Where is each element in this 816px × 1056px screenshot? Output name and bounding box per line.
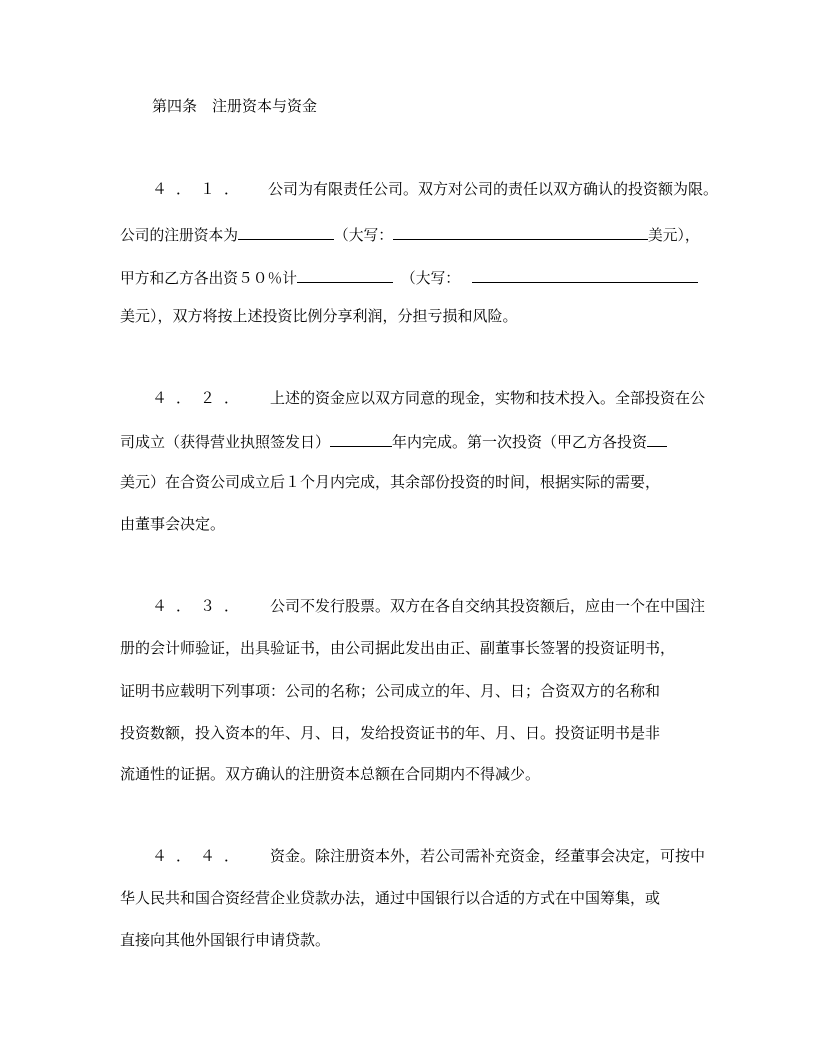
text-fragment: （大写：: [334, 227, 393, 244]
section-4-1-line-1: [152, 179, 719, 199]
blank-registered-capital: [238, 223, 334, 240]
section-4-4-line-2: 华人民共和国合资经营企业贷款办法，通过中国银行以合适的方式在中国筹集，或: [120, 889, 661, 907]
section-4-2-line-1: [152, 388, 706, 408]
section-4-3-number: ４．３．: [152, 597, 249, 615]
section-4-3-line-4: 投资数额，投入资本的年、月、日，发给投资证书的年、月、日。投资证明书是非: [120, 724, 661, 742]
section-4-1-text: 公司为有限责任公司。双方对公司的责任以双方确认的投资额为限。: [268, 180, 719, 198]
section-4-4-line-3: 直接向其他外国银行申请贷款。: [120, 931, 331, 949]
text-fragment: 美元），: [648, 227, 700, 244]
section-4-4-text: 资金。除注册资本外，若公司需补充资金，经董事会决定，可按中: [270, 847, 706, 865]
section-4-2-text: 上述的资金应以双方同意的现金，实物和技术投入。全部投资在公: [270, 389, 706, 407]
text-fragment: （大写：: [401, 270, 460, 287]
section-4-4-line-1: [152, 846, 706, 866]
section-4-3-line-2: 册的会计师验证，出具验证书，由公司据此发出由正、副董事长签署的投资证明书，: [120, 639, 676, 657]
section-4-3-line-5: 流通性的证据。双方确认的注册资本总额在合同期内不得减少。: [120, 765, 541, 783]
text-fragment: 公司的注册资本为: [120, 227, 238, 244]
blank-years: [330, 430, 392, 447]
section-4-3-line-3: 证明书应载明下列事项：公司的名称；公司成立的年、月、日；合资双方的名称和: [120, 682, 661, 700]
blank-contribution-amount: [297, 266, 393, 283]
section-4-2-number: ４．２．: [152, 389, 249, 407]
section-4-1-line-3: [120, 266, 698, 289]
article-title: 第四条 注册资本与资金: [152, 97, 318, 115]
text-fragment: 司成立（获得营业执照签发日）: [120, 433, 331, 451]
text-fragment: 甲方和乙方各出资５０％计: [120, 270, 297, 287]
section-4-3-text: 公司不发行股票。双方在各自交纳其投资额后，应由一个在中国注: [270, 597, 706, 615]
section-4-1-line-4: 美元），双方将按上述投资比例分享利润，分担亏损和风险。: [120, 307, 518, 325]
blank-first-investment: [647, 430, 667, 447]
section-4-2-line-4: 由董事会决定。: [120, 515, 226, 533]
text-fragment: 年内完成。第一次投资（甲乙方各投资: [392, 433, 648, 451]
blank-amount-in-words: [393, 223, 648, 240]
section-4-1-line-2: [120, 223, 700, 246]
section-4-3-line-1: [152, 596, 706, 616]
section-4-1-number: ４．１．: [152, 180, 249, 198]
section-4-4-number: ４．４．: [152, 847, 249, 865]
section-4-2-line-2: [120, 430, 667, 452]
blank-contribution-in-words: [472, 266, 698, 283]
section-4-2-line-3: 美元）在合资公司成立后１个月内完成，其余部份投资的时间，根据实际的需要，: [120, 473, 661, 491]
